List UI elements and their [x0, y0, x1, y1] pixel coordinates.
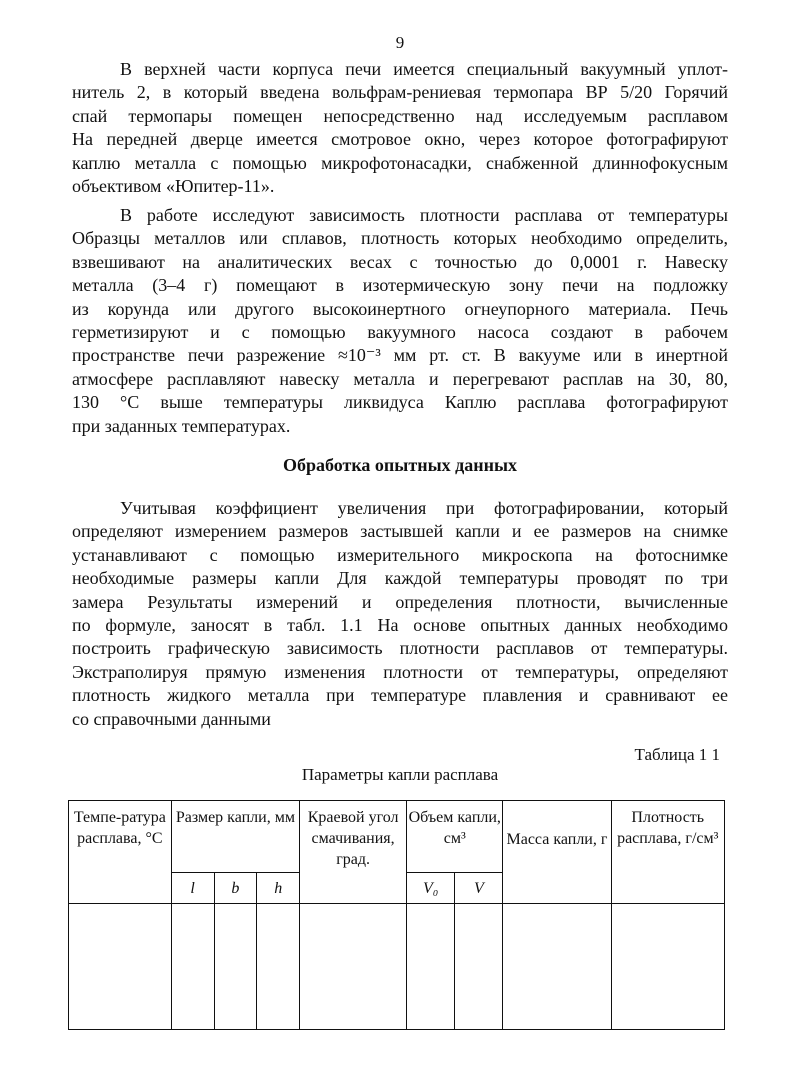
header-volume-v0: V₀ [407, 873, 455, 904]
text-line: герметизируют и с помощью вакуумного насоса создают в рабочем [72, 322, 728, 343]
text-line: по формуле, заносят в табл. 1.1 На основе опытных данных необходимо [72, 615, 728, 636]
header-melt-density: Плотность расплава, г/см³ [611, 801, 725, 904]
text-line: плотность жидкого металла при температуре плавления и сравнивают ее [72, 685, 728, 706]
paragraph-1 [72, 58, 728, 198]
text-line: объективом «Юпитер-11». [72, 176, 275, 197]
text-line: взвешивают на аналитических весах с точностью до 0,0001 г. Навеску [72, 251, 728, 272]
header-drop-mass: Масса капли, г [503, 801, 611, 904]
header-contact-angle: Краевой угол смачивания, град. [300, 801, 407, 904]
table-cell [69, 904, 172, 1030]
table-cell [611, 904, 725, 1030]
paragraph-3 [72, 497, 728, 731]
text-line: со справочными данными [72, 708, 271, 729]
table-cell [503, 904, 611, 1030]
parameters-table [68, 800, 725, 1030]
table-row [69, 904, 725, 1030]
header-drop-size: Размер капли, мм [171, 801, 299, 873]
table-title: Параметры капли расплава [301, 765, 499, 784]
text-line: Учитывая коэффициент увеличения при фотографировании, который [120, 498, 728, 518]
section-heading: Обработка опытных данных [282, 455, 518, 475]
text-line: На передней дверце имеется смотровое окно, через которое фотографируют [72, 129, 728, 150]
text-line: атмосфере расплавляют навеску металла и перегревают расплав на 30, 80, [72, 368, 728, 389]
text-line: из корунда или другого высокоинертного огнеупорного материала. Печь [72, 298, 728, 319]
table-cell [171, 904, 214, 1030]
text-line: нитель 2, в который введена вольфрам-рениевая термопара ВР 5/20 Горячий [72, 82, 728, 103]
table-cell [214, 904, 257, 1030]
header-drop-volume: Объем капли, см³ [407, 801, 503, 873]
text-line: 130 °С выше температуры ликвидуса Каплю расплава фотографируют [72, 392, 728, 413]
table-cell [407, 904, 455, 1030]
header-size-l: l [171, 873, 214, 904]
text-line: построить графическую зависимость плотности расплавов от температуры. [72, 638, 728, 659]
page-number: 9 [395, 33, 405, 52]
header-size-b: b [214, 873, 257, 904]
text-line: металла (3–4 г) помещают в изотермическую зону печи на подложку [72, 275, 728, 296]
header-temperature: Темпе-ратура расплава, °С [69, 801, 172, 904]
header-volume-v: V [455, 873, 503, 904]
table-cell [300, 904, 407, 1030]
text-line: определяют измерением размеров застывшей капли и ее размеров на снимке [72, 521, 728, 542]
text-line: спай термопары помещен непосредственно над исследуемым расплавом [72, 105, 728, 126]
text-line: при заданных температурах. [72, 415, 291, 436]
text-line: необходимые размеры капли Для каждой температуры проводят по три [72, 568, 728, 589]
table-label: Таблица 1 1 [634, 745, 720, 764]
text-line: устанавливают с помощью измерительного микроскопа на фотоснимке [72, 544, 728, 565]
text-line: В верхней части корпуса печи имеется специальный вакуумный уплот- [120, 59, 728, 79]
header-size-h: h [257, 873, 300, 904]
text-line: пространстве печи разрежение ≈10⁻³ мм рт. ст. В вакууме или в инертной [72, 345, 728, 366]
text-line: замера Результаты измерений и определения плотности, вычисленные [72, 591, 728, 612]
paragraph-2 [72, 204, 728, 438]
table-cell [455, 904, 503, 1030]
text-line: Экстраполируя прямую изменения плотности от температуры, определяют [72, 661, 728, 682]
text-line: В работе исследуют зависимость плотности расплава от температуры [120, 205, 728, 225]
text-line: каплю металла с помощью микрофотонасадки, снабженной длиннофокусным [72, 152, 728, 173]
table-cell [257, 904, 300, 1030]
text-line: Образцы металлов или сплавов, плотность которых необходимо определить, [72, 228, 728, 249]
